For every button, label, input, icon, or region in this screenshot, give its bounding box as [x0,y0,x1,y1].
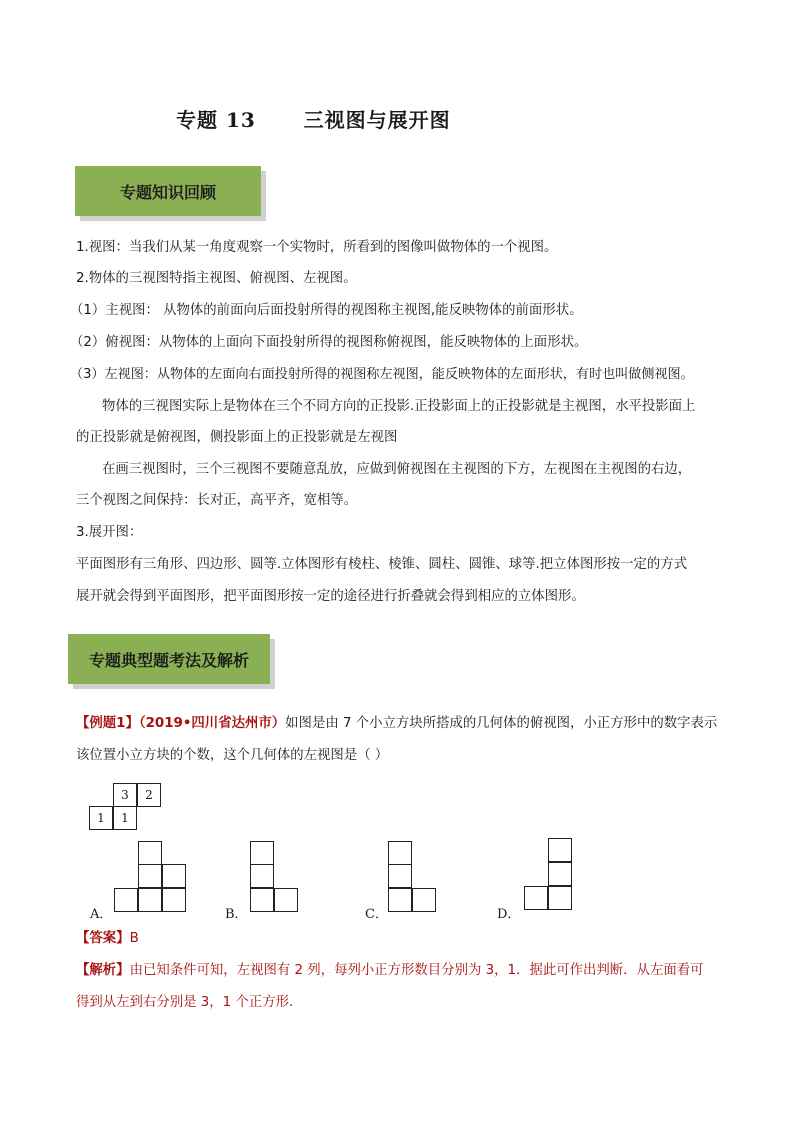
analysis-label: 【解析】 [76,963,130,978]
option-c-label: C． [365,907,388,922]
analysis-line: 得到从左到右分别是 3，1 个正方形． [76,995,303,1010]
text-line: 1.视图：当我们从某一角度观察一个实物时，所看到的图像叫做物体的一个视图。 [76,240,558,255]
text-line: 3.展开图： [76,525,143,540]
analysis-text: 由已知条件可知，左视图有 2 列，每列小正方形数目分别为 3，1．据此可作出判断．从左面看可 [129,963,704,978]
figure-square [138,864,162,888]
figure-square [138,888,162,912]
text-line: （3）左视图：从物体的左面向右面投射所得的视图称左视图，能反映物体的左面形状，有时也叫做侧视图。 [70,367,694,382]
text-line: （1）主视图： 从物体的前面向后面投射所得的视图称主视图,能反映物体的前面形状。 [70,303,583,318]
figure-square [548,838,572,862]
example-question-line [76,714,717,734]
example-question-line: 该位置小立方块的个数，这个几何体的左视图是（ ） [76,748,389,763]
figure-square [388,864,412,888]
text-line: 展开就会得到平面图形，把平面图形按一定的途径进行折叠就会得到相应的立体图形。 [76,589,585,604]
answer-label: 【答案】 [76,931,130,946]
figure-square [388,888,412,912]
section-banner-typical-problems [68,634,270,684]
grid-cell: 1 [113,806,137,830]
page-title: 专题 13 三视图与展开图 [176,108,451,132]
figure-square [524,886,548,910]
option-a-label: A． [90,907,113,922]
analysis-line [76,961,704,981]
section-banner-knowledge-review [75,166,261,216]
grid-cell: 2 [137,783,161,807]
text-line: 平面图形有三角形、四边形、圆等.立体图形有棱柱、棱锥、圆柱、圆锥、球等.把立体图形按一定的方式 [76,557,688,572]
figure-square [548,886,572,910]
text-line: 2.物体的三视图特指主视图、俯视图、左视图。 [76,271,357,286]
grid-cell: 1 [89,806,113,830]
text-line: 三个视图之间保持：长对正，高平齐，宽相等。 [76,493,358,508]
figure-square [250,888,274,912]
grid-cell: 3 [113,783,137,807]
figure-square [114,888,138,912]
figure-square [250,864,274,888]
example-source: （2019•四川省达州市） [138,716,286,731]
answer-value: B [129,931,139,946]
figure-square [412,888,436,912]
section-banner-label: 专题典型题考法及解析 [88,650,249,670]
section-banner-label: 专题知识回顾 [119,182,216,202]
figure-square [274,888,298,912]
option-b-label: B． [225,907,248,922]
figure-square [162,888,186,912]
figure-square [548,862,572,886]
text-line: （2）俯视图：从物体的上面向下面投射所得的视图称俯视图，能反映物体的上面形状。 [70,335,588,350]
figure-square [138,841,162,865]
text-line: 物体的三视图实际上是物体在三个不同方向的正投影.正投影面上的正投影就是主视图，水平投影面上 [102,399,696,414]
option-d-label: D． [497,907,521,922]
text-line: 的正投影就是俯视图，侧投影面上的正投影就是左视图 [76,430,398,445]
example-tag: 【例题1】 [76,716,139,731]
answer-line [76,929,139,949]
text-line: 在画三视图时，三个三视图不要随意乱放，应做到俯视图在主视图的下方，左视图在主视图的右边， [102,462,692,477]
example-text: 如图是由 7 个小立方块所搭成的几何体的俯视图，小正方形中的数字表示 [285,716,718,731]
figure-square [388,841,412,865]
figure-square [162,864,186,888]
figure-square [250,841,274,865]
